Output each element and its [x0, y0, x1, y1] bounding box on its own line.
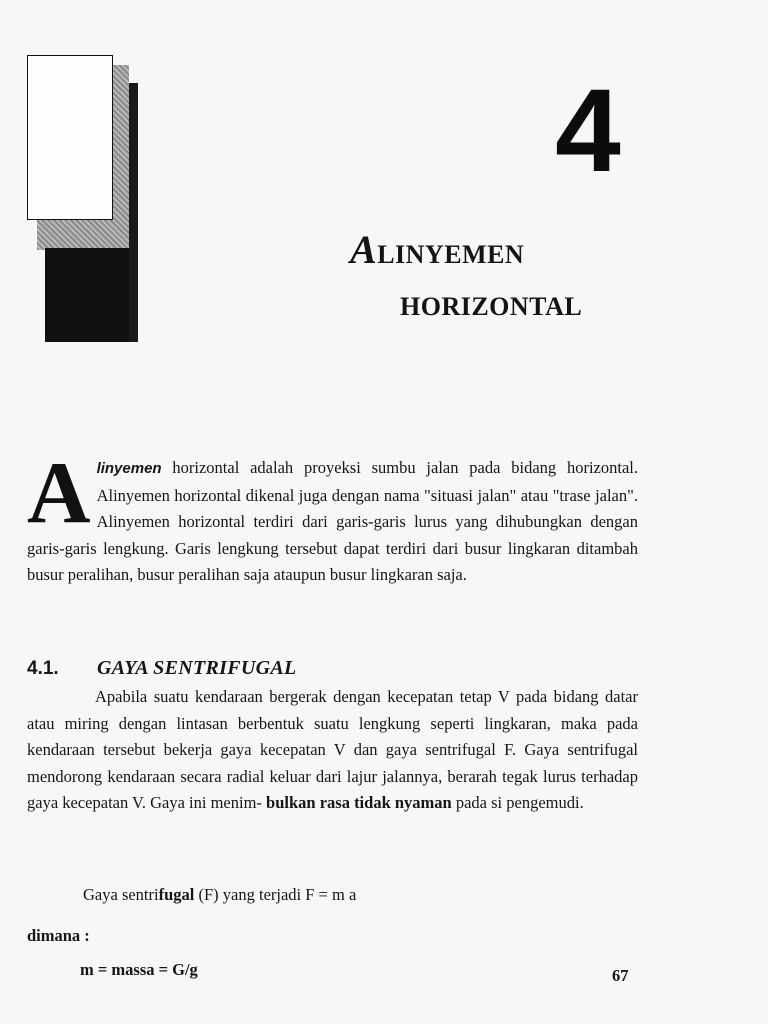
drop-cap: A [27, 445, 91, 542]
intro-lead-word: linyemen [96, 460, 162, 477]
section-paragraph-main: Apabila suatu kendaraan bergerak dengan kecepatan tetap V pada bidang datar atau miring dengan lintasan berbentuk suatu lengkung seperti lingkaran, maka pada kendaraan tersebut bekerja gaya kecepatan V dan gaya sentrifugal F. Gaya sentrifugal mendorong kendaraan secara radial keluar dari lajur jalannya, berarah tegak lurus terhadap gaya kecepatan V. Gaya ini menim- [27, 687, 638, 813]
section-title: GAYA SENTRIFUGAL [97, 657, 297, 679]
formula-prefix: Gaya sentri [83, 885, 159, 904]
section-heading [27, 654, 296, 683]
chapter-title [350, 227, 640, 325]
chapter-title-cap: A [350, 227, 378, 272]
chapter-number: 4 [555, 65, 621, 197]
ornament-dark-block [45, 248, 137, 342]
formula-bold: fugal [158, 885, 195, 904]
chapter-title-line1 [350, 227, 640, 273]
section-paragraph-end: pada si pengemudi. [451, 793, 584, 813]
ornament-dark-strip [129, 83, 138, 342]
dimana-label: dimana : [27, 926, 90, 945]
formula-rest: (F) yang terjadi F = m a [194, 885, 357, 904]
chapter-title-line1-rest: LINYEMEN [377, 240, 525, 269]
mass-definition: m = massa = G/g [80, 960, 198, 979]
chapter-title-line2: HORIZONTAL [400, 292, 583, 321]
section-paragraph-bold: bulkan rasa tidak nyaman [266, 793, 452, 813]
page-number: 67 [612, 966, 629, 985]
formula-line [83, 883, 356, 907]
intro-paragraph [27, 445, 638, 589]
chapter-ornament [27, 55, 139, 342]
section-paragraph [27, 684, 638, 817]
ornament-white-panel [27, 55, 113, 220]
intro-text: horizontal adalah proyeksi sumbu jalan pada bidang horizontal. Alinyemen horizontal dikenal juga dengan nama "situasi jalan" atau "trase jalan". Alinyemen horizontal terdiri dari garis-garis lurus yang dihubungkan dengan garis-garis lengkung. Garis lengkung tersebut dapat terdiri dari busur lingkaran ditambah busur peralihan, busur peralihan saja ataupun busur lingkaran saja. [27, 458, 638, 585]
section-number: 4.1. [27, 658, 59, 679]
